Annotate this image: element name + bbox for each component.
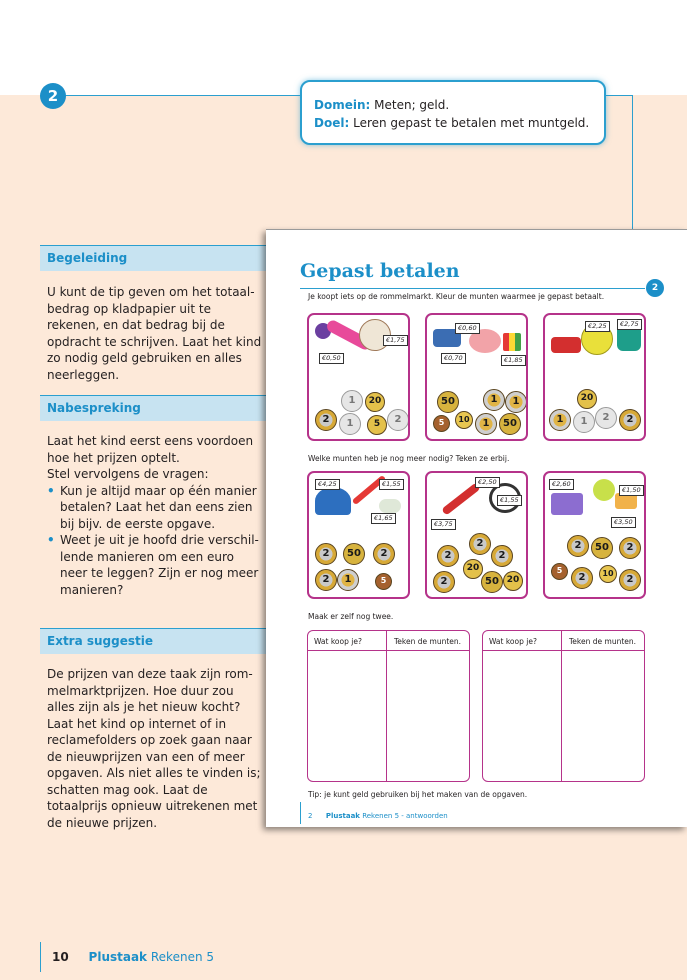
coin-icon: 2 <box>433 571 455 593</box>
nabespreking-intro-2: Stel vervolgens de vragen: <box>47 467 209 481</box>
nabespreking-heading: Nabespreking <box>40 395 270 421</box>
domain-value: Meten; geld. <box>374 98 450 112</box>
price-tag: €0,60 <box>455 323 480 334</box>
column-header-item: Wat koop je? <box>489 637 537 646</box>
price-tag: €1,55 <box>497 495 522 506</box>
coin-icon: 1 <box>339 413 361 435</box>
worksheet-footer-rule <box>300 802 301 824</box>
coin-icon: 2 <box>619 569 641 591</box>
coin-icon: 20 <box>365 392 385 412</box>
coin-icon: 5 <box>375 573 392 590</box>
domain-line <box>314 96 592 114</box>
price-tag: €1,65 <box>371 513 396 524</box>
nabespreking-question: • Kun je altijd maar op één manier betalen? Laat het dan eens zien bij bijv. de eerste opgave. <box>47 483 262 533</box>
price-tag: €2,60 <box>549 479 574 490</box>
price-tag: €1,50 <box>619 485 644 496</box>
coin-icon: 1 <box>505 391 527 413</box>
extra-suggestie-text: De prijzen van deze taak zijn rommelmarktprijzen. Hoe duur zou alles zijn als je het nieuw kocht? Laat het kind op internet of in reclamefolders op zoek gaan naar de nieuwprijzen van een of meer opgaven. Als niet alles te vinden is; schatten mag ook. Laat de totaalprijs opnieuw uitrekenen met de nieuwe prijzen. <box>47 667 261 830</box>
coin-icon: 50 <box>591 537 613 559</box>
coin-icon: 2 <box>315 543 337 565</box>
coin-icon: 2 <box>387 409 409 431</box>
goal-label: Doel: <box>314 116 350 130</box>
extra-suggestie-heading: Extra suggestie <box>40 628 270 654</box>
price-tag: €2,50 <box>475 477 500 488</box>
coin-icon: 10 <box>599 565 617 583</box>
footer-rule <box>40 942 41 972</box>
worksheet-tip: Tip: je kunt geld gebruiken bij het maken van de opgaven. <box>308 790 528 799</box>
coin-icon: 20 <box>503 571 523 591</box>
coin-icon: 5 <box>367 415 387 435</box>
coin-icon: 2 <box>437 545 459 567</box>
coin-icon: 1 <box>475 413 497 435</box>
coin-icon: 50 <box>437 391 459 413</box>
column-header-coins: Teken de munten. <box>569 637 637 646</box>
tennis-ball-icon <box>593 479 615 501</box>
begeleiding-heading: Begeleiding <box>40 245 270 271</box>
toy-car-icon <box>551 337 581 353</box>
coin-icon: 2 <box>619 409 641 431</box>
coin-icon: 2 <box>469 533 491 555</box>
coin-icon: 50 <box>343 543 365 565</box>
coin-icon: 1 <box>549 409 571 431</box>
marbles-icon <box>379 499 401 513</box>
coin-icon: 2 <box>491 545 513 567</box>
domain-goal-box <box>300 80 606 145</box>
coin-icon: 1 <box>573 411 595 433</box>
worksheet-question-3: Maak er zelf nog twee. <box>308 612 394 621</box>
worksheet-instruction: Je koopt iets op de rommelmarkt. Kleur de munten waarmee je gepast betaalt. <box>308 292 605 301</box>
price-tag: €1,85 <box>501 355 526 366</box>
coin-icon: 20 <box>463 559 483 579</box>
page-footer <box>52 950 214 964</box>
column-header-item: Wat koop je? <box>314 637 362 646</box>
nabespreking-body <box>47 433 262 598</box>
coin-icon: 2 <box>595 407 617 429</box>
price-tag: €3,75 <box>431 519 456 530</box>
worksheet-question-2: Welke munten heb je nog meer nodig? Teken ze erbij. <box>308 454 510 463</box>
cap-icon <box>315 487 351 515</box>
coin-icon: 2 <box>571 567 593 589</box>
coin-icon: 5 <box>551 563 568 580</box>
domain-label: Domein: <box>314 98 371 112</box>
nabespreking-question: • Weet je uit je hoofd drie verschillende manieren om een euro neer te leggen? Zijn er nog meer manieren? <box>47 532 262 598</box>
answer-table <box>307 630 470 782</box>
nabespreking-questions <box>47 483 262 599</box>
worksheet-title-rule <box>300 288 645 289</box>
coin-icon: 2 <box>315 569 337 591</box>
answer-table <box>482 630 645 782</box>
exercise-panel <box>543 471 646 599</box>
page-number: 10 <box>52 950 69 964</box>
price-tag: €2,25 <box>585 321 610 332</box>
coin-icon: 5 <box>433 415 450 432</box>
coin-icon: 20 <box>577 389 597 409</box>
answer-table-header <box>483 631 644 651</box>
exercise-panel <box>425 471 528 599</box>
price-tag: €1,75 <box>383 335 408 346</box>
price-tag: €4,25 <box>315 479 340 490</box>
game-box-icon <box>551 493 583 515</box>
worksheet-footer-brand: Plustaak <box>325 812 360 820</box>
price-tag: €1,55 <box>379 479 404 490</box>
worksheet-footer-title: Rekenen 5 - antwoorden <box>362 812 448 820</box>
price-tag: €0,50 <box>319 353 344 364</box>
coin-icon: 10 <box>455 411 473 429</box>
header-vertical-rule <box>632 95 633 230</box>
coin-icon: 1 <box>337 569 359 591</box>
worksheet-page <box>266 229 687 827</box>
footer-brand: Plustaak <box>88 950 148 964</box>
rubiks-cube-icon <box>503 333 521 351</box>
coin-icon: 1 <box>483 389 505 411</box>
worksheet-footer-page: 2 <box>308 812 313 820</box>
footer-title: Rekenen 5 <box>150 950 215 964</box>
coin-icon: 2 <box>619 537 641 559</box>
begeleiding-text: U kunt de tip geven om het totaalbedrag op kladpapier uit te rekenen, en dat bedrag bij de opdracht te schrijven. Laat het kind zo nodig geld gebruiken en alles neerleggen. <box>47 285 262 382</box>
nabespreking-intro-1: Laat het kind eerst eens voordoen hoe het prijzen optelt. <box>47 434 254 465</box>
task-number-badge: 2 <box>40 83 66 109</box>
goal-line <box>314 114 592 132</box>
goal-value: Leren gepast te betalen met muntgeld. <box>353 116 590 130</box>
worksheet-footer <box>308 812 448 820</box>
price-tag: €2,75 <box>617 319 642 330</box>
worksheet-title: Gepast betalen <box>300 260 460 282</box>
price-tag: €0,70 <box>441 353 466 364</box>
worksheet-number-badge: 2 <box>646 279 664 297</box>
coin-icon: 50 <box>499 413 521 435</box>
column-header-coins: Teken de munten. <box>394 637 462 646</box>
exercise-panel <box>543 313 646 441</box>
column-divider <box>386 631 387 781</box>
price-tag: €3,50 <box>611 517 636 528</box>
exercise-panel <box>307 471 410 599</box>
exercise-panel <box>425 313 528 441</box>
coin-icon: 2 <box>373 543 395 565</box>
exercise-panel <box>307 313 410 441</box>
column-divider <box>561 631 562 781</box>
answer-table-header <box>308 631 469 651</box>
coin-icon: 2 <box>315 409 337 431</box>
coin-icon: 50 <box>481 571 503 593</box>
coin-icon: 2 <box>567 535 589 557</box>
coin-icon: 1 <box>341 390 363 412</box>
